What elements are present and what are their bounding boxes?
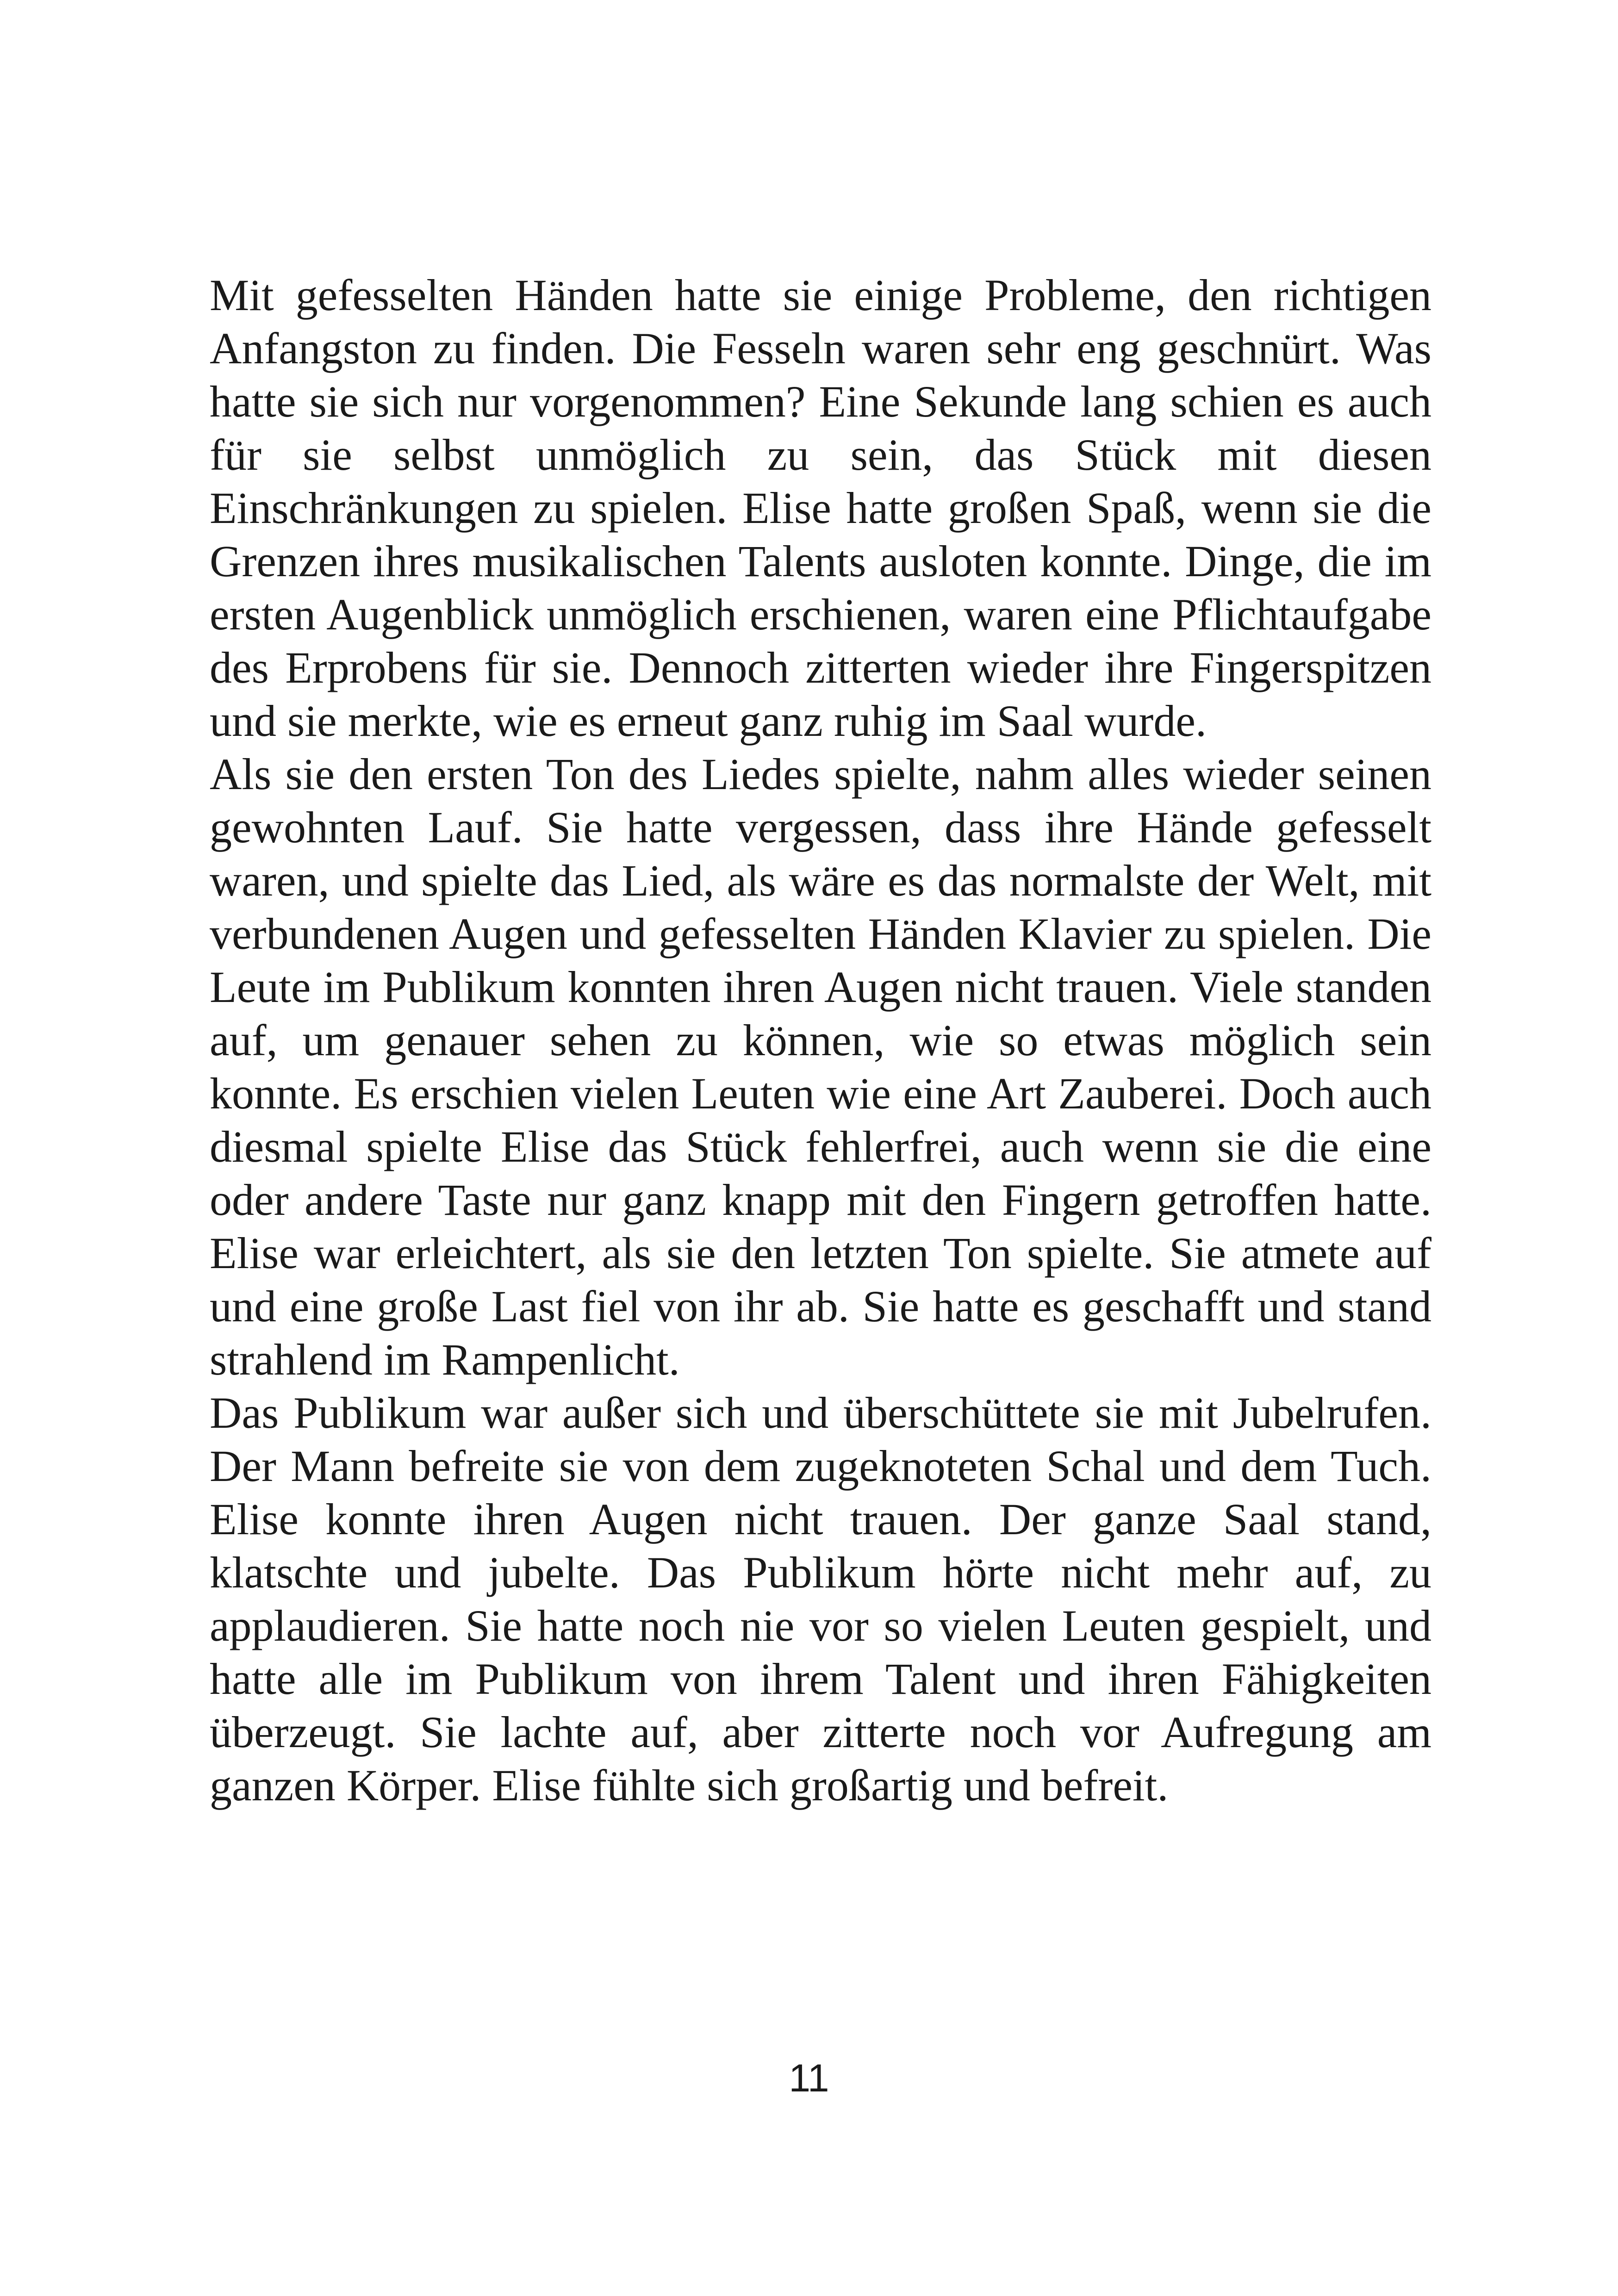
paragraph-2: Als sie den ersten Ton des Liedes spielte, nahm alles wieder seinen gewohnten Lauf. Sie hatte vergessen, dass ihre Hände gefesselt waren, und spielte das Lied, als wäre es das normalste der Welt, mit verbundenen Augen und gefesselten Händen Klavier zu spielen. Die Leute im Publikum konnten ihren Augen nicht trauen. Viele standen auf, um genauer sehen zu können, wie so etwas möglich sein konnte. Es erschien vielen Leuten wie eine Art Zauberei. Doch auch diesmal spielte Elise das Stück fehlerfrei, auch wenn sie die eine oder andere Taste nur ganz knapp mit den Fingern getroffen hatte. Elise war erleichtert, als sie den letzten Ton spielte. Sie atmete auf und eine große Last fiel von ihr ab. Sie hatte es geschafft und stand strahlend im Rampenlicht. bbox=[210, 749, 1431, 1384]
paragraph-3: Das Publikum war außer sich und überschüttete sie mit Jubelrufen. Der Mann befreite sie von dem zugeknoteten Schal und dem Tuch. Elise konnte ihren Augen nicht trauen. Der ganze Saal stand, klatschte und jubelte. Das Publikum hörte nicht mehr auf, zu applaudieren. Sie hatte noch nie vor so vielen Leuten gespielt, und hatte alle im Publikum von ihrem Talent und ihren Fähigkeiten überzeugt. Sie lachte auf, aber zitterte noch vor Aufregung am ganzen Körper. Elise fühlte sich großartig und befreit. bbox=[210, 1388, 1431, 1810]
page-number: 11 bbox=[789, 2056, 829, 2100]
body-text bbox=[210, 268, 1431, 1812]
paragraph-1: Mit gefesselten Händen hatte sie einige Probleme, den richtigen Anfangston zu finden. Die Fesseln waren sehr eng geschnürt. Was hatte sie sich nur vorgenommen? Eine Sekunde lang schien es auch für sie selbst unmöglich zu sein, das Stück mit diesen Einschränkungen zu spielen. Elise hatte großen Spaß, wenn sie die Grenzen ihres musikalischen Talents ausloten konnte. Dinge, die im ersten Augenblick unmöglich erschienen, waren eine Pflichtaufgabe des Erprobens für sie. Dennoch zitterten wieder ihre Fingerspitzen und sie merkte, wie es erneut ganz ruhig im Saal wurde. bbox=[210, 270, 1431, 746]
